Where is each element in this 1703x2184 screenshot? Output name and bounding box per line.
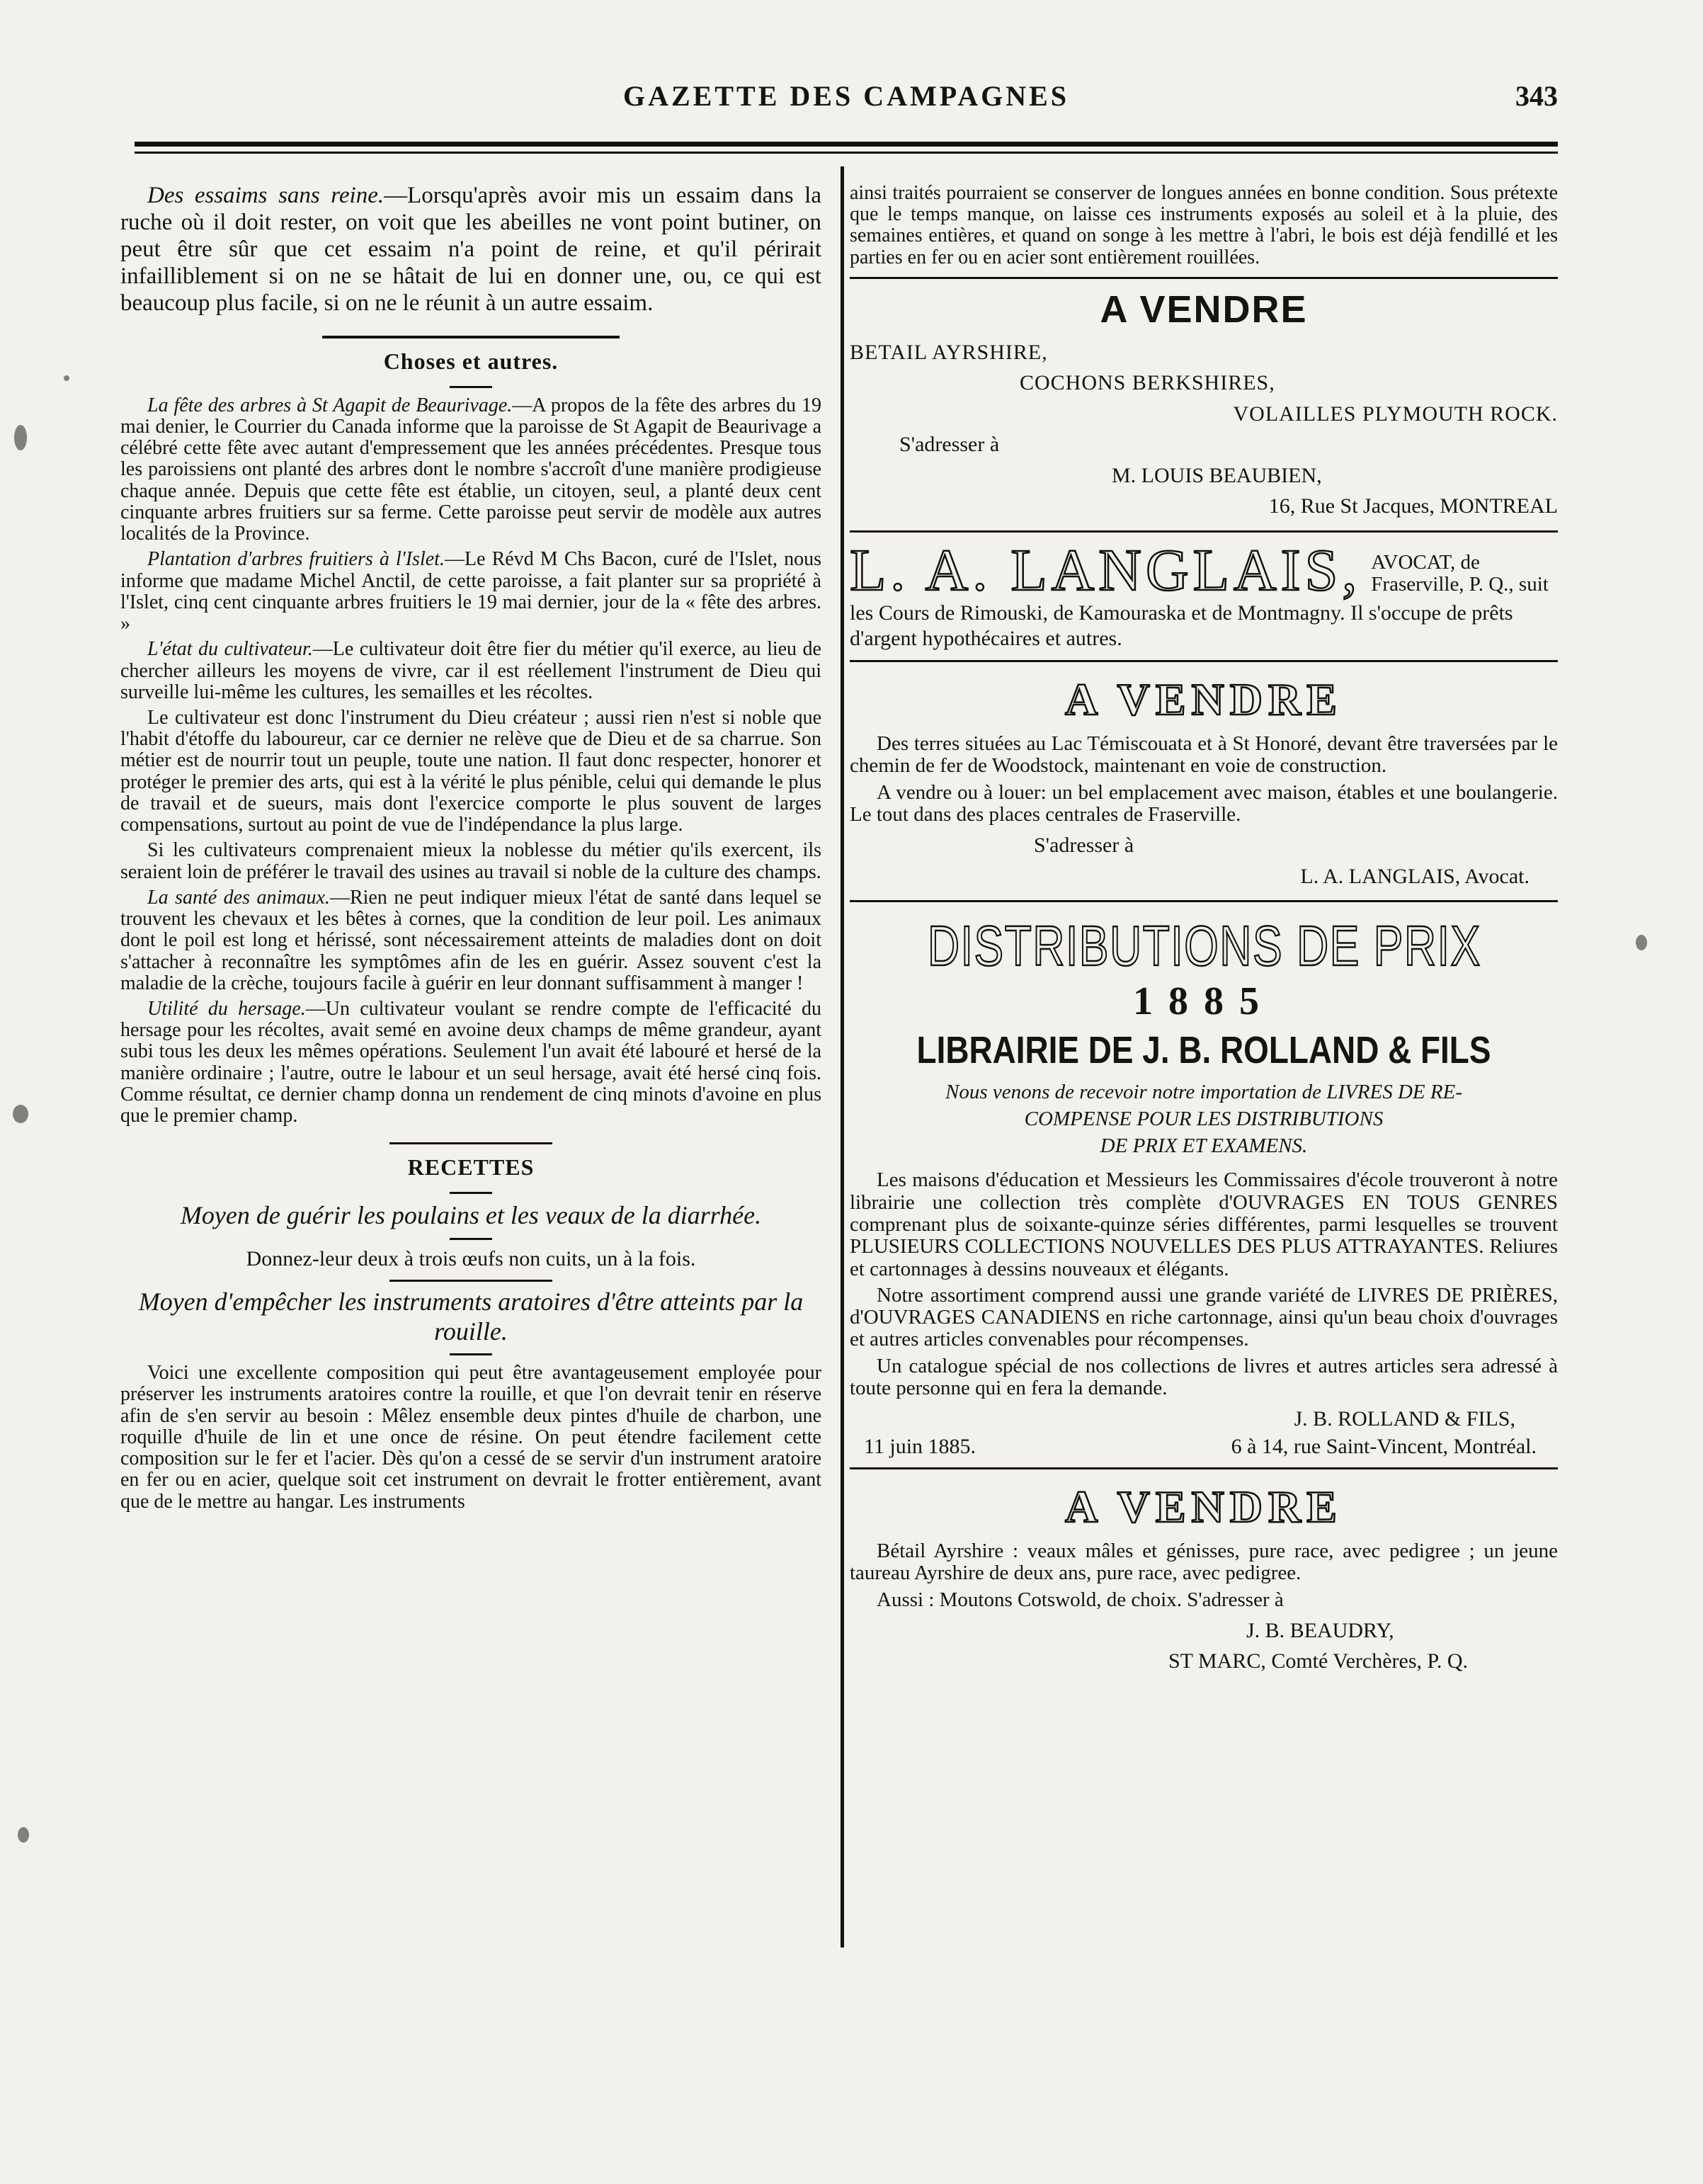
ad-librairie: LIBRAIRIE DE J. B. ROLLAND & FILS [916,1029,1491,1072]
article-paragraph: Si les cultivateurs comprenaient mieux la noblesse du métier qu'ils exercent, ils seraient loin de préférer le travail des usines au travail si noble de la culture des champs. [120,839,821,883]
article-hersage [120,999,821,1127]
ad-paragraph: Des terres situées au Lac Témiscouata et à St Honoré, devant être traversées par le chemin de fer de Woodstock, maintenant en voie de construction. [850,732,1558,778]
article-lead: Plantation d'arbres fruitiers à l'Islet. [147,548,445,571]
recipe-title: Moyen d'empêcher les instruments aratoires d'être atteints par la rouille. [138,1287,804,1346]
recipe-title: Moyen de guérir les poulains et les veaux de la diarrhée. [180,1201,762,1230]
section-dash [450,1192,492,1194]
article-lead: L'état du cultivateur. [147,638,313,661]
ad-aside: AVOCAT, de Fraserville, P. Q., suit [1371,551,1549,596]
section-dash [450,1238,492,1240]
header-rule-thin [135,152,1558,154]
article-lead: Des essaims sans reine. [147,183,385,208]
scan-speck [64,375,69,381]
ad-heading: A VENDRE [1065,673,1343,724]
page-header [135,79,1558,122]
ad-date: 11 juin 1885. [864,1434,976,1458]
article-lead: La fête des arbres à St Agapit de Beaurivage. [147,394,513,416]
scan-speck [13,1105,28,1123]
right-column [850,183,1558,1677]
ad-divider [850,900,1558,902]
scan-speck [1636,935,1647,950]
ad-signature-address: 6 à 14, rue Saint-Vincent, Montréal. [1231,1434,1537,1458]
ad-heading: A VENDRE [1100,288,1308,331]
article-text: —Le Révd M Chs Bacon, curé de l'Islet, nous informe que madame Michel Anctil, de cette paroisse, a fait planter sur sa propriété à l'Islet, cinq cent cinquante arbres fruitiers le 19 mai dernier, jour de la « fête des arbres. » [120,548,822,635]
article-text: —Rien ne peut indiquer mieux l'état de santé dans lequel se trouvent les chevaux et les bêtes à cornes, que la condition de leur poil. Les animaux dont le poil est long et hérissé, sont nécessairement atteints de maladies dont on doit s'attacher à reconnaître les symptômes afin de les en guérir. Assez souvent c'est la maladie de la crèche, toujours facile à guérir en leur donnant suffisamment à manger ! [120,886,821,994]
section-dash [450,1353,492,1355]
ad-contact-address: 16, Rue St Jacques, MONTREAL [1268,494,1558,518]
section-divider [389,1280,552,1282]
ad-text: les Cours de Rimouski, de Kamouraska et de Montmagny. Il s'occupe de prêts d'argent hypothécaires et autres. [850,601,1513,650]
ad-divider [850,530,1558,533]
ad-name: L. A. LANGLAIS, [850,537,1362,603]
article-continuation: ainsi traités pourraient se conserver de longues années en bonne condition. Sous prétexte que le temps manque, on laisse ces instruments exposés au soleil et à la pluie, des semaines entières, et quand on songe à les mettre à l'abri, le bois est déjà fendillé et les parties en fer ou en acier sont entièrement rouillées. [850,182,1558,268]
recipe-text: Donnez-leur deux à trois œufs non cuits, un à la fois. [246,1246,696,1270]
page-number: 343 [1515,80,1558,112]
ad-contact-label: S'adresser à [1034,834,1134,858]
ad-contact-name: L. A. LANGLAIS, Avocat. [1300,864,1530,888]
article-lead: Utilité du hersage. [147,998,306,1020]
ad-signature-name: J. B. ROLLAND & FILS, [1294,1407,1515,1431]
ad-a-vendre-beaudry [850,1481,1558,1677]
ad-paragraph: Aussi : Moutons Cotswold, de choix. S'adresser à [877,1588,1284,1611]
ad-line: VOLAILLES PLYMOUTH ROCK. [1233,402,1558,426]
ad-heading: DISTRIBUTIONS DE PRIX [928,914,1481,978]
ad-line: BETAIL AYRSHIRE, [850,340,1048,364]
left-column [120,183,821,1517]
ad-a-vendre-terres [850,673,1558,892]
section-title-recettes: RECETTES [407,1154,535,1181]
ad-line: COCHONS BERKSHIRES, [1020,371,1275,395]
article-essaims [120,183,821,317]
ad-intro: COMPENSE POUR LES DISTRIBUTIONS [1024,1107,1384,1130]
header-rule [135,142,1558,147]
ad-year: 1885 [1133,979,1275,1024]
article-text: —Un cultivateur voulant se rendre compte de l'efficacité du hersage pour les récoltes, avait semé en avoine deux champs de même grandeur, ayant subi tous les deux les mêmes opérations. Seulement l'un avait été labouré et hersé de la manière ordinaire ; l'autre, outre le labour et un seul hersage, avait été hersé cinq fois. Comme résultat, ce dernier champ donna un rendement de cinq minots d'avoine en plus que le premier champ. [120,998,821,1127]
article-text: —Le cultivateur doit être fier du métier qu'il exerce, au lieu de chercher ailleurs les moyens de vivre, car il est réellement l'instrument de Dieu qui surveille lui-même les cultures, les semailles et les récoltes. [120,638,821,703]
ad-distributions-prix [850,914,1558,1459]
ad-a-vendre-beaubien [850,288,1558,522]
article-text: —Lorsqu'après avoir mis un essaim dans la ruche où il doit rester, on voit que les abeilles ne vont point butiner, on peut être sûr que cet essaim n'a point de reine, et qu'il périrait infailliblement si on ne se hâtait de lui en donner une, ou, ce qui est beaucoup plus facile, si on ne le réunit à un autre essaim. [120,183,821,316]
section-divider [389,1142,552,1144]
ad-contact-name: M. LOUIS BEAUBIEN, [1112,463,1322,487]
ad-divider [850,660,1558,662]
ad-contact-label: S'adresser à [899,433,1000,457]
ad-paragraph: Les maisons d'éducation et Messieurs les Commissaires d'école trouveront à notre librairie une collection très complète d'OUVRAGES EN TOUS GENRES comprenant plus de soixante-quinze séries différentes, parmi lesquelles se trouvent PLUSIEURS COLLECTIONS NOUVELLES DES PLUS ATTRAYANTES. Reliures et cartonnages à dessins nouveaux et élégants. [850,1168,1558,1280]
column-divider [841,166,844,1947]
article-lead: La santé des animaux. [147,886,330,909]
ad-intro: DE PRIX ET EXAMENS. [1100,1134,1308,1157]
ad-divider [850,1467,1558,1469]
article-text: —A propos de la fête des arbres du 19 mai denier, le Courrier du Canada informe que la paroisse de St Agapit de Beaurivage a célébré cette fête avec autant d'empressement que les années précédentes. Presque tous les paroissiens ont planté des arbres dont le nombre s'accroît d'une manière prodigieuse chaque année. Depuis que cette fête est établie, un citoyen, seul, a planté deux cent cinquante arbres fruitiers sur sa ferme. Cette paroisse peut servir de modèle aux autres localités de la Province. [120,394,821,545]
ad-paragraph: A vendre ou à louer: un bel emplacement avec maison, étables et une boulangerie. Le tout dans des places centrales de Fraserville. [850,780,1558,826]
article-plantation [120,549,821,635]
ad-paragraph: Un catalogue spécial de nos collections de livres et autres articles sera adressé à toute personne qui en fera la demande. [850,1354,1558,1400]
ad-intro: Nous venons de recevoir notre importation de LIVRES DE RE- [945,1081,1462,1104]
page-title: GAZETTE DES CAMPAGNES [622,80,1069,112]
ad-heading: A VENDRE [1065,1481,1343,1532]
ad-divider [850,277,1558,279]
section-dash [450,386,492,388]
article-paragraph: Le cultivateur est donc l'instrument du Dieu créateur ; aussi rien n'est si noble que l'habit d'étoffe du laboureur, car ce dernier ne relève que de Dieu et de sa charrue. Son métier est de nourrir tout un peuple, toute une nation. Il faut donc respecter, honorer et protéger le premier des arts, qui est à la vérité le plus pénible, celui qui demande le plus de travail et de sueurs, mais dont l'exercice comporte le plus souvent de larges compensations, surtout au point de vue de l'indépendance la plus large. [120,706,821,836]
ad-langlais-avocat [850,537,1558,652]
section-title-choses: Choses et autres. [383,348,559,374]
recipe-text: Voici une excellente composition qui peut être avantageusement employée pour préserver les instruments aratoires contre la rouille, et que l'on devrait tenir en réserve afin de s'en servir au besoin : Mêlez ensemble deux pintes d'huile de charbon, une roquille d'huile de lin et une once de résine. On peut étendre facilement cette composition sur le fer et l'acier. Dès qu'on a cessé de se servir d'un instrument aratoire en fer ou en acier, quelque soit cet instrument on devrait le frotter entièrement, avant que de le mettre au hangar. Les instruments [120,1362,821,1513]
scan-speck [14,425,27,450]
ad-signature-address: ST MARC, Comté Verchères, P. Q. [1168,1649,1469,1673]
article-sante-animaux [120,887,821,994]
section-divider [322,336,620,339]
scan-speck [18,1827,29,1843]
ad-paragraph: Bétail Ayrshire : veaux mâles et génisses, pure race, avec pedigree ; un jeune taureau Ayrshire de deux ans, pure race, avec pedigree. [850,1539,1558,1585]
article-fete-arbres [120,395,821,545]
article-etat-cultivateur [120,639,821,703]
ad-paragraph: Notre assortiment comprend aussi une grande variété de LIVRES DE PRIÈRES, d'OUVRAGES CANADIENS en riche cartonnage, ainsi qu'un beau choix d'ouvrages et autres articles convenables pour récompenses. [850,1283,1558,1351]
ad-signature-name: J. B. BEAUDRY, [1246,1618,1394,1642]
